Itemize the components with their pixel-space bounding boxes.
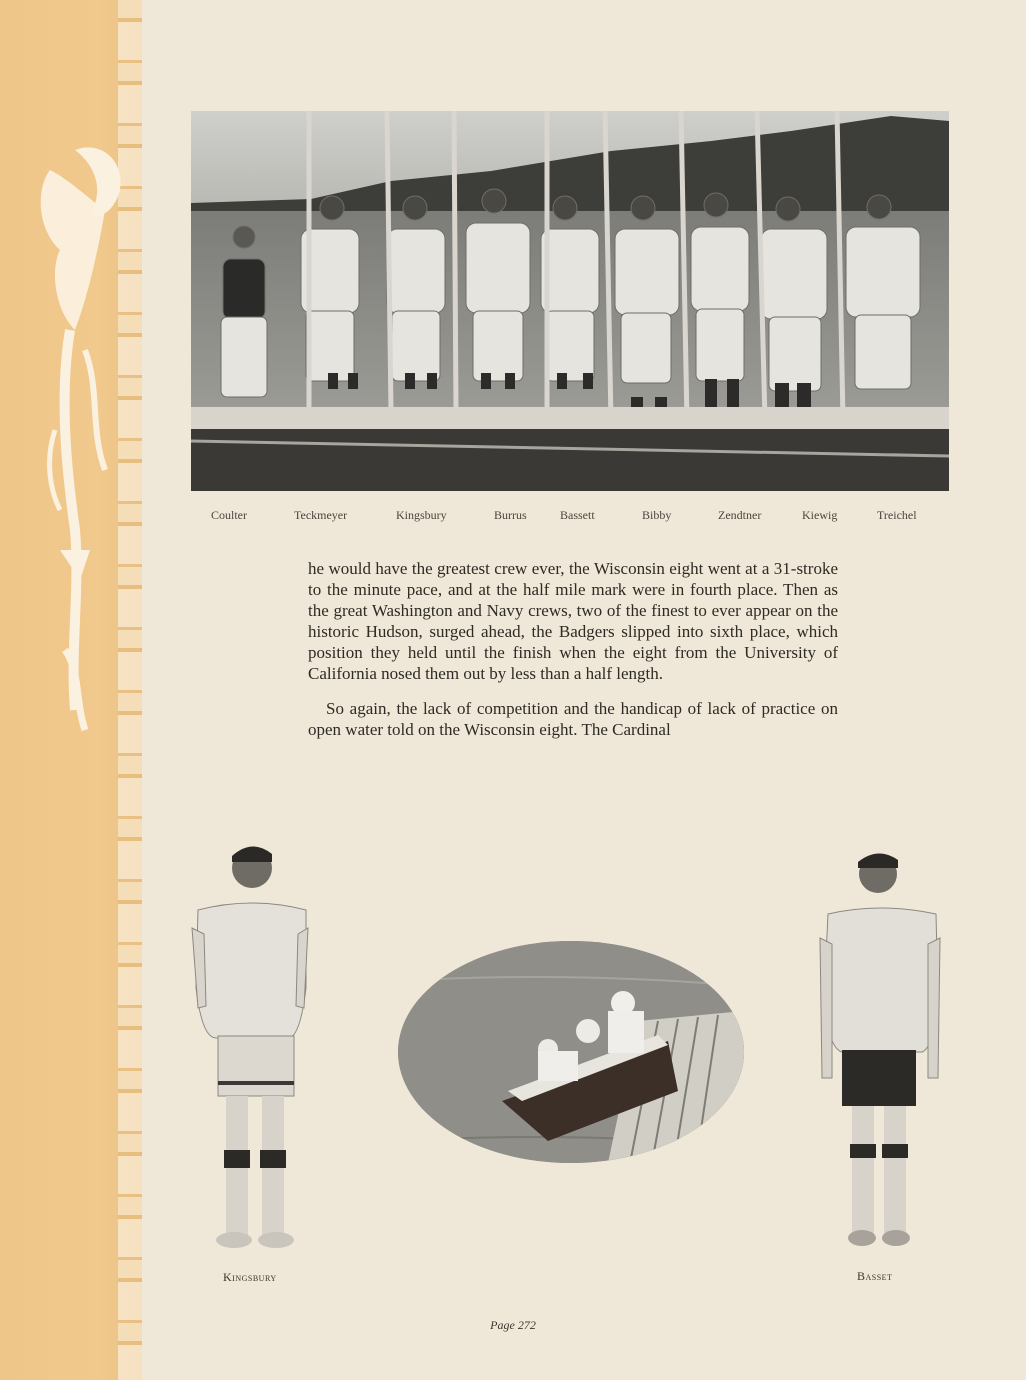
caption-name: Coulter: [211, 508, 247, 522]
portrait-caption-kingsbury: Kingsbury: [223, 1270, 277, 1284]
crew-team-photo: [191, 111, 949, 491]
caption-name: Teckmeyer: [294, 508, 348, 522]
caption-name: Zendtner: [718, 508, 762, 522]
photo-caption-row: [0, 508, 1026, 526]
portrait-basset: [816, 848, 944, 1250]
page-number: Page 272: [490, 1318, 536, 1332]
caption-name: Burrus: [494, 508, 527, 522]
decorative-sidebar: [0, 0, 142, 1380]
motorboat-photo: [398, 941, 744, 1163]
caption-name: Bassett: [560, 508, 595, 522]
portrait-kingsbury: [188, 838, 312, 1258]
caption-name: Kiewig: [802, 508, 838, 522]
caption-name: Kingsbury: [396, 508, 447, 522]
article-body: [308, 558, 838, 740]
eagle-ornament-icon: [30, 130, 140, 750]
article-paragraph: So again, the lack of competition and the handicap of lack of practice on open water told on the Wisconsin eight. The Cardinal: [308, 699, 838, 739]
caption-name: Treichel: [877, 508, 917, 522]
article-paragraph: he would have the greatest crew ever, the Wisconsin eight went at a 31-stroke to the minute pace, and at the half mile mark were in fourth place. Then as the great Washington and Navy crews, two of the finest to ever appear on the historic Hudson, surged ahead, the Badgers slipped into sixth place, which position they held until the finish when the eight from the University of California nosed them out by less than a half length.: [308, 559, 838, 683]
portrait-caption-basset: Basset: [857, 1269, 893, 1283]
caption-name: Bibby: [642, 508, 672, 522]
